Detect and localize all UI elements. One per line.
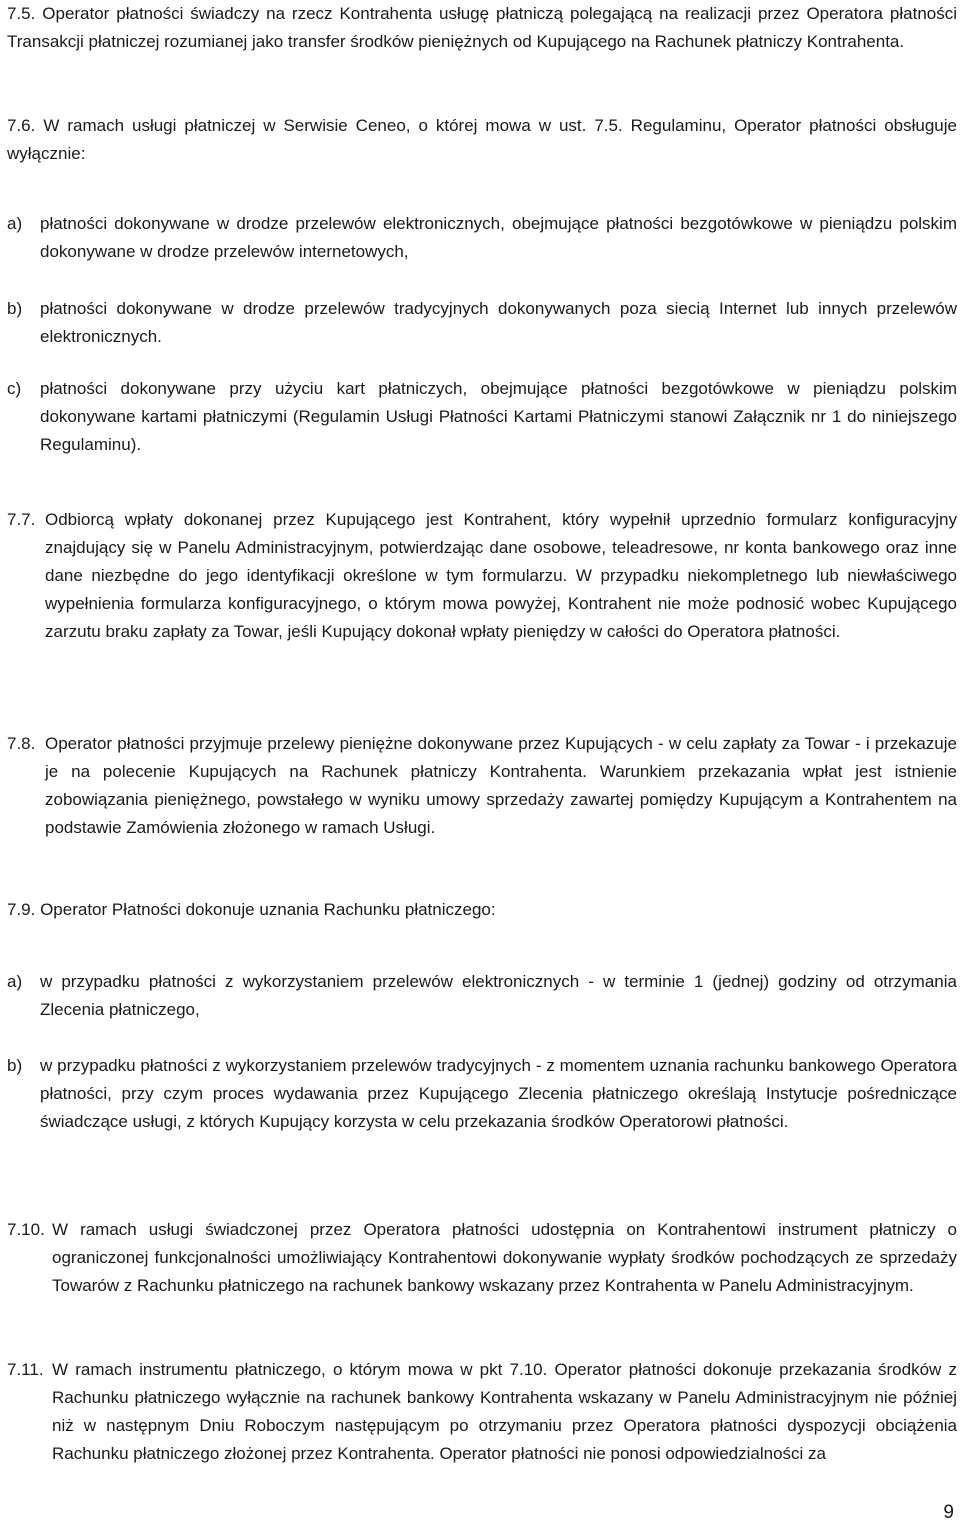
section-7-9: 7.9. Operator Płatności dokonuje uznania Rachunku płatniczego: — [7, 900, 496, 919]
list-item-label: b) — [7, 299, 23, 318]
section-7-5: 7.5. Operator płatności świadczy na rzecz Kontrahenta usługę płatniczą polegającą na realizacji przez Operatora płatności Transakcji płatniczej rozumianej jako transfer środków pieniężnych od Kupującego na Rachunek płatniczy Kontrahenta. — [7, 4, 957, 51]
section-7-11: W ramach instrumentu płatniczego, o którym mowa w pkt 7.10. Operator płatności dokonuje przekazania środków z Rachunku płatniczego wyłącznie na rachunek bankowy Kontrahenta wskazany w Panelu Administracyjnym nie później niż w następnym Dniu Roboczym następującym po otrzymaniu przez Operatora płatności dyspozycji obciążenia Rachunku płatniczego złożonej przez Kontrahenta. Operator płatności nie ponosi odpowiedzialności za — [52, 1360, 957, 1463]
list-item-label: a) — [7, 214, 23, 233]
list-item: płatności dokonywane w drodze przelewów tradycyjnych dokonywanych poza siecią Internet lub innych przelewów elektronicznych. — [40, 299, 957, 346]
section-7-6: 7.6. W ramach usługi płatniczej w Serwisie Ceneo, o której mowa w ust. 7.5. Regulaminu, Operator płatności obsługuje wyłącznie: — [7, 116, 957, 163]
section-7-7: Odbiorcą wpłaty dokonanej przez Kupującego jest Kontrahent, który wypełnił uprzednio formularz konfiguracyjny znajdujący się w Panelu Administracyjnym, potwierdzając dane osobowe, teleadresowe, nr konta bankowego oraz inne dane niezbędne do jego identyfikacji określone w tym formularzu. W przypadku niekompletnego lub niewłaściwego wypełnienia formularza konfiguracyjnego, o którym mowa powyżej, Kontrahent nie może podnosić wobec Kupującego zarzutu braku zapłaty za Towar, jeśli Kupujący dokonał wpłaty pieniędzy w całości do Operatora płatności. — [45, 510, 957, 641]
list-item: płatności dokonywane przy użyciu kart płatniczych, obejmujące płatności bezgotówkowe w pieniądzu polskim dokonywane kartami płatniczymi (Regulamin Usługi Płatności Kartami Płatniczymi stanowi Załącznik nr 1 do niniejszego Regulaminu). — [40, 379, 957, 454]
list-item: w przypadku płatności z wykorzystaniem przelewów elektronicznych - w terminie 1 (jednej) godziny od otrzymania Zlecenia płatniczego, — [40, 972, 957, 1019]
page-number: 9 — [943, 1502, 954, 1523]
section-7-8-number: 7.8. — [7, 734, 36, 753]
list-item: płatności dokonywane w drodze przelewów elektronicznych, obejmujące płatności bezgotówkowe w pieniądzu polskim dokonywane w drodze przelewów internetowych, — [40, 214, 957, 261]
section-7-10-number: 7.10. — [7, 1220, 45, 1239]
section-7-7-number: 7.7. — [7, 510, 36, 529]
section-7-11-number: 7.11. — [7, 1360, 44, 1379]
section-7-10: W ramach usługi świadczonej przez Operatora płatności udostępnia on Kontrahentowi instrument płatniczy o ograniczonej funkcjonalności umożliwiający Kontrahentowi dokonywanie wypłaty środków pochodzących ze sprzedaży Towarów z Rachunku płatniczego na rachunek bankowy wskazany przez Kontrahenta w Panelu Administracyjnym. — [52, 1220, 957, 1295]
list-item-label: c) — [7, 379, 22, 398]
list-item-label: b) — [7, 1056, 23, 1075]
section-7-8: Operator płatności przyjmuje przelewy pieniężne dokonywane przez Kupujących - w celu zapłaty za Towar - i przekazuje je na polecenie Kupujących na Rachunek płatniczy Kontrahenta. Warunkiem przekazania wpłat jest istnienie zobowiązania pieniężnego, powstałego w wyniku umowy sprzedaży zawartej pomiędzy Kupującym a Kontrahentem na podstawie Zamówienia złożonego w ramach Usługi. — [45, 734, 957, 837]
list-item: w przypadku płatności z wykorzystaniem przelewów tradycyjnych - z momentem uznania rachunku bankowego Operatora płatności, przy czym proces wydawania przez Kupującego Zlecenia płatniczego określają Instytucje pośredniczące świadczące usługi, z których Kupujący korzysta w celu przekazania środków Operatorowi płatności. — [40, 1056, 957, 1131]
list-item-label: a) — [7, 972, 23, 991]
